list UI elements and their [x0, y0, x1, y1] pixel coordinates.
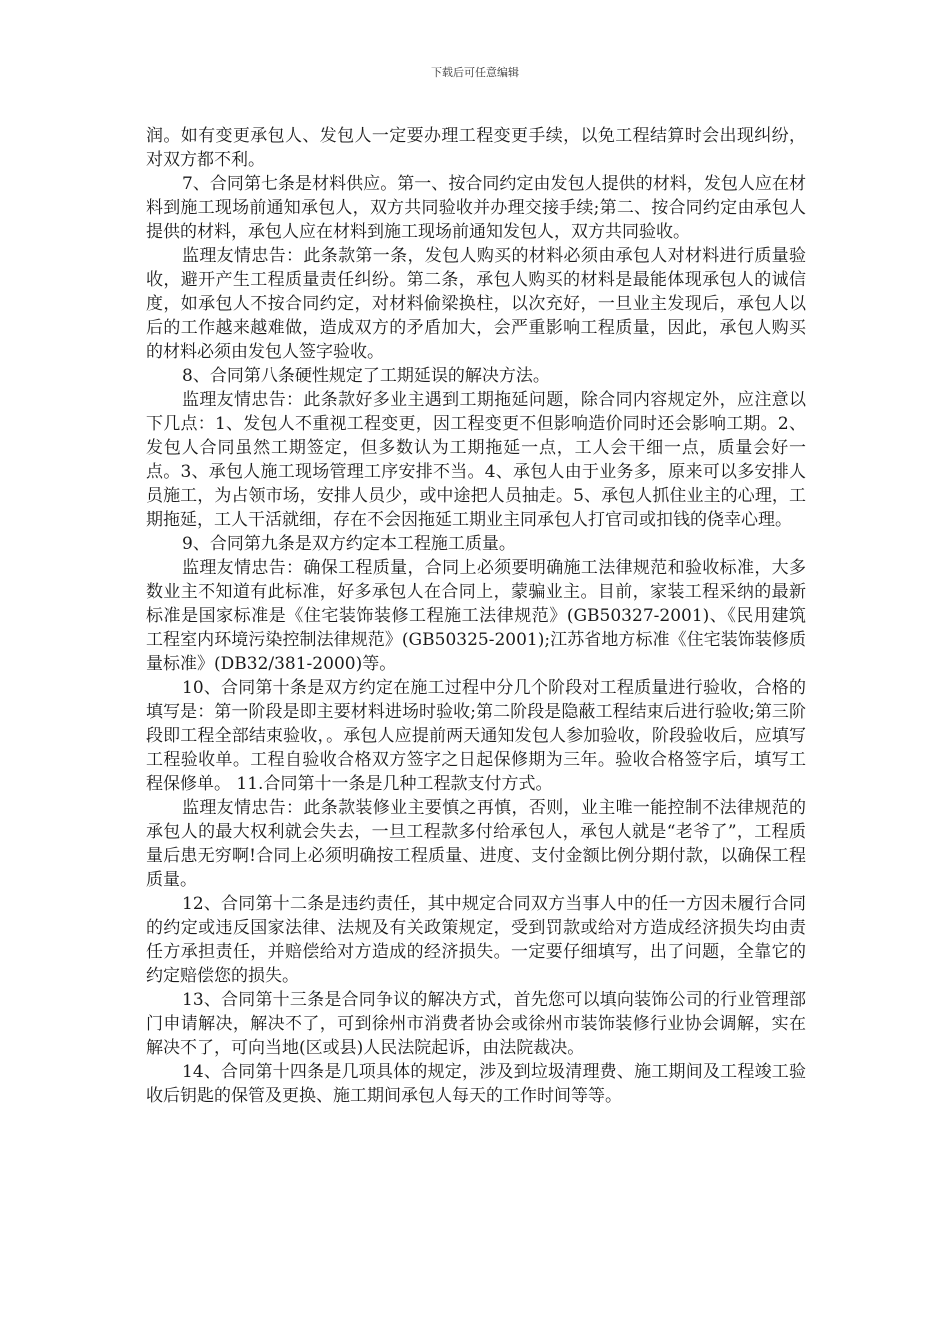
paragraph-3: 监理友情忠告：此条款第一条，发包人购买的材料必须由承包人对材料进行质量验收，避开产生工程质量责任纠纷。第二条，承包人购买的材料是最能体现承包人的诚信度，如承包人不按合同约定，对材料偷梁换柱，以次充好，一旦业主发现后，承包人以后的工作越来越难做，造成双方的矛盾加大，会严重影响工程质量，因此，承包人购买的材料必须由发包人签字验收。 — [146, 246, 806, 362]
paragraph-1: 润。如有变更承包人、发包人一定要办理工程变更手续，以免工程结算时会出现纠纷，对双方都不利。 — [146, 126, 806, 170]
page-header: 下载后可任意编辑 — [431, 66, 519, 79]
paragraph-9: 监理友情忠告：此条款装修业主要慎之再慎，否则，业主唯一能控制不法律规范的承包人的最大权利就会失去，一旦工程款多付给承包人，承包人就是“老爷了”，工程质量后患无穷啊!合同上必须明确按工程质量、进度、支付金额比例分期付款，以确保工程质量。 — [146, 798, 806, 890]
paragraph-11: 13、合同第十三条是合同争议的解决方式，首先您可以填向装饰公司的行业管理部门申请解决，解决不了，可到徐州市消费者协会或徐州市装饰装修行业协会调解，实在解决不了，可向当地(区或县)人民法院起诉，由法院裁决。 — [146, 990, 806, 1058]
paragraph-7: 监理友情忠告：确保工程质量，合同上必须要明确施工法律规范和验收标准，大多数业主不知道有此标准，好多承包人在合同上，蒙骗业主。目前，家装工程采纳的最新标准是国家标准是《住宅装饰装修工程施工法律规范》(GB50327-2001)、《民用建筑工程室内环境污染控制法律规范》(GB50325-2001);江苏省地方标准《住宅装饰装修质量标准》(DB32/381-2000)等。 — [146, 558, 806, 674]
document-body — [146, 124, 806, 1108]
paragraph-4: 8、合同第八条硬性规定了工期延误的解决方法。 — [182, 366, 550, 386]
paragraph-2: 7、合同第七条是材料供应。第一、按合同约定由发包人提供的材料，发包人应在材料到施工现场前通知承包人，双方共同验收并办理交接手续;第二、按合同约定由承包人提供的材料，承包人应在材料到施工现场前通知发包人，双方共同验收。 — [146, 174, 806, 242]
paragraph-12: 14、合同第十四条是几项具体的规定，涉及到垃圾清理费、施工期间及工程竣工验收后钥匙的保管及更换、施工期间承包人每天的工作时间等等。 — [146, 1062, 806, 1106]
paragraph-5: 监理友情忠告：此条款好多业主遇到工期拖延问题，除合同内容规定外，应注意以下几点：1、发包人不重视工程变更，因工程变更不但影响造价同时还会影响工期。2、发包人合同虽然工期签定，但多数认为工期拖延一点，工人会干细一点，质量会好一点。3、承包人施工现场管理工序安排不当。4、承包人由于业务多，原来可以多安排人员施工，为占领市场，安排人员少，或中途把人员抽走。5、承包人抓住业主的心理，工期拖延，工人干活就细，存在不会因拖延工期业主同承包人打官司或扣钱的侥幸心理。 — [146, 390, 806, 530]
paragraph-6: 9、合同第九条是双方约定本工程施工质量。 — [182, 534, 516, 554]
paragraph-8: 10、合同第十条是双方约定在施工过程中分几个阶段对工程质量进行验收，合格的填写是：第一阶段是即主要材料进场时验收;第二阶段是隐蔽工程结束后进行验收;第三阶段即工程全部结束验收，。承包人应提前两天通知发包人参加验收，阶段验收后，应填写工程验收单。工程自验收合格双方签字之日起保修期为三年。验收合格签字后，填写工程保修单。 11.合同第十一条是几种工程款支付方式。 — [146, 678, 806, 794]
paragraph-10: 12、合同第十二条是违约责任，其中规定合同双方当事人中的任一方因未履行合同的约定或违反国家法律、法规及有关政策规定，受到罚款或给对方造成经济损失均由责任方承担责任，并赔偿给对方造成的经济损失。一定要仔细填写，出了问题，全靠它的约定赔偿您的损失。 — [146, 894, 806, 986]
